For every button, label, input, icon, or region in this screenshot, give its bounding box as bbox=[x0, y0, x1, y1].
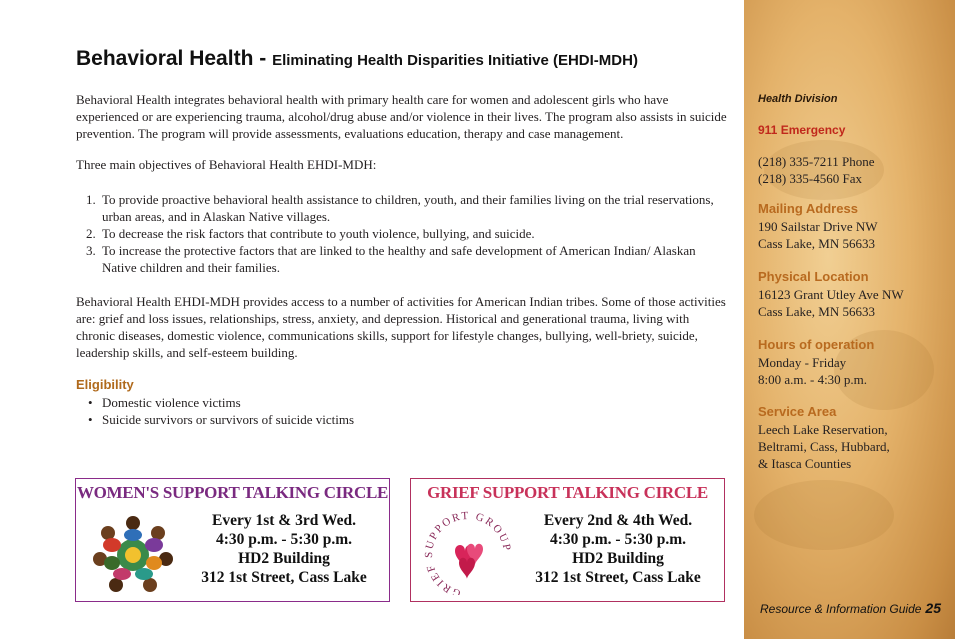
list-item bbox=[86, 191, 726, 225]
service-heading: Service Area bbox=[758, 404, 837, 419]
grief-circle-ad bbox=[410, 478, 725, 602]
mailing-heading: Mailing Address bbox=[758, 201, 858, 216]
list-number: 3. bbox=[86, 243, 96, 258]
ad-details bbox=[515, 511, 721, 587]
list-item bbox=[86, 242, 726, 276]
womens-circle-ad bbox=[75, 478, 390, 602]
hours-heading: Hours of operation bbox=[758, 337, 875, 352]
page-title bbox=[76, 47, 638, 71]
list-text: To decrease the risk factors that contribute to youth violence, bullying, and suicide. bbox=[102, 226, 535, 241]
logo-ring-text: GRIEF SUPPORT GROUP bbox=[423, 511, 513, 595]
list-number: 2. bbox=[86, 226, 96, 241]
grief-support-logo bbox=[423, 511, 513, 595]
ad-address: 312 1st Street, Cass Lake bbox=[201, 569, 367, 586]
mailing-line-2: Cass Lake, MN 56633 bbox=[758, 236, 875, 251]
division-title: Health Division bbox=[758, 93, 838, 105]
list-item: • Suicide survivors or survivors of suicide victims bbox=[88, 411, 354, 428]
ad-details bbox=[184, 511, 384, 587]
footer-label: Resource & Information Guide bbox=[760, 602, 922, 616]
ad-time: 4:30 p.m. - 5:30 p.m. bbox=[215, 531, 353, 548]
activities-paragraph: Behavioral Health EHDI-MDH provides access to a number of activities for American Indian tribes. Some of those activities are: grief and loss issues, relationships, stress, anxiety, and depression. Historical and generational trauma, living with chronic diseases, domestic violence, communications skills, support for lifestyle changes, bullying, well-briety, suicide, leadership skills, and self-esteem building. bbox=[76, 294, 726, 360]
contact-sidebar bbox=[744, 0, 955, 639]
talking-circle-illustration bbox=[88, 511, 178, 595]
page-footer bbox=[760, 600, 941, 616]
emergency-label: 911 Emergency bbox=[758, 123, 846, 137]
hours-times: 8:00 a.m. - 4:30 p.m. bbox=[758, 372, 868, 387]
physical-line-1: 16123 Grant Utley Ave NW bbox=[758, 287, 904, 302]
ad-time: 4:30 p.m. - 5:30 p.m. bbox=[549, 531, 687, 548]
list-item: • Domestic violence victims bbox=[88, 394, 354, 411]
eligibility-list bbox=[88, 394, 354, 428]
mailing-line-1: 190 Sailstar Drive NW bbox=[758, 219, 878, 234]
hours-days: Monday - Friday bbox=[758, 355, 847, 370]
objectives-intro: Three main objectives of Behavioral Health EHDI-MDH: bbox=[76, 157, 377, 172]
title-main: Behavioral Health bbox=[76, 47, 254, 70]
ad-address: 312 1st Street, Cass Lake bbox=[535, 569, 701, 586]
ad-building: HD2 Building bbox=[572, 550, 664, 567]
list-text: To provide proactive behavioral health assistance to children, youth, and their families living on the trial reservations, urban areas, and in Alaskan Native villages. bbox=[102, 192, 714, 224]
physical-line-2: Cass Lake, MN 56633 bbox=[758, 304, 875, 319]
list-item bbox=[86, 225, 726, 242]
physical-heading: Physical Location bbox=[758, 269, 869, 284]
title-subtitle: Eliminating Health Disparities Initiative (EHDI-MDH) bbox=[272, 52, 638, 69]
ad-schedule: Every 2nd & 4th Wed. bbox=[543, 512, 693, 529]
ad-building: HD2 Building bbox=[238, 550, 330, 567]
ad-title: WOMEN'S SUPPORT TALKING CIRCLE bbox=[76, 483, 389, 502]
objectives-list bbox=[86, 191, 726, 276]
service-line-2: Beltrami, Cass, Hubbard, bbox=[758, 439, 890, 454]
list-text: To increase the protective factors that are linked to the healthy and safe development of American Indian/ Alaskan Native children and their families. bbox=[102, 243, 696, 275]
ad-schedule: Every 1st & 3rd Wed. bbox=[212, 512, 356, 529]
list-number: 1. bbox=[86, 192, 96, 207]
service-line-1: Leech Lake Reservation, bbox=[758, 422, 888, 437]
title-separator: - bbox=[253, 47, 273, 70]
phone-number: (218) 335-7211 Phone bbox=[758, 154, 875, 169]
fax-number: (218) 335-4560 Fax bbox=[758, 171, 862, 186]
page-number: 25 bbox=[925, 600, 941, 616]
ad-title: GRIEF SUPPORT TALKING CIRCLE bbox=[427, 483, 708, 502]
service-line-3: & Itasca Counties bbox=[758, 456, 852, 471]
eligibility-heading: Eligibility bbox=[76, 377, 134, 392]
intro-paragraph: Behavioral Health integrates behavioral health with primary health care for women and adolescent girls who have experienced or are experiencing trauma, alcohol/drug abuse and/or violence in their lives. The program also assists in suicide prevention. The program will provide assessments, evaluations education, therapy and case management. bbox=[76, 92, 727, 141]
